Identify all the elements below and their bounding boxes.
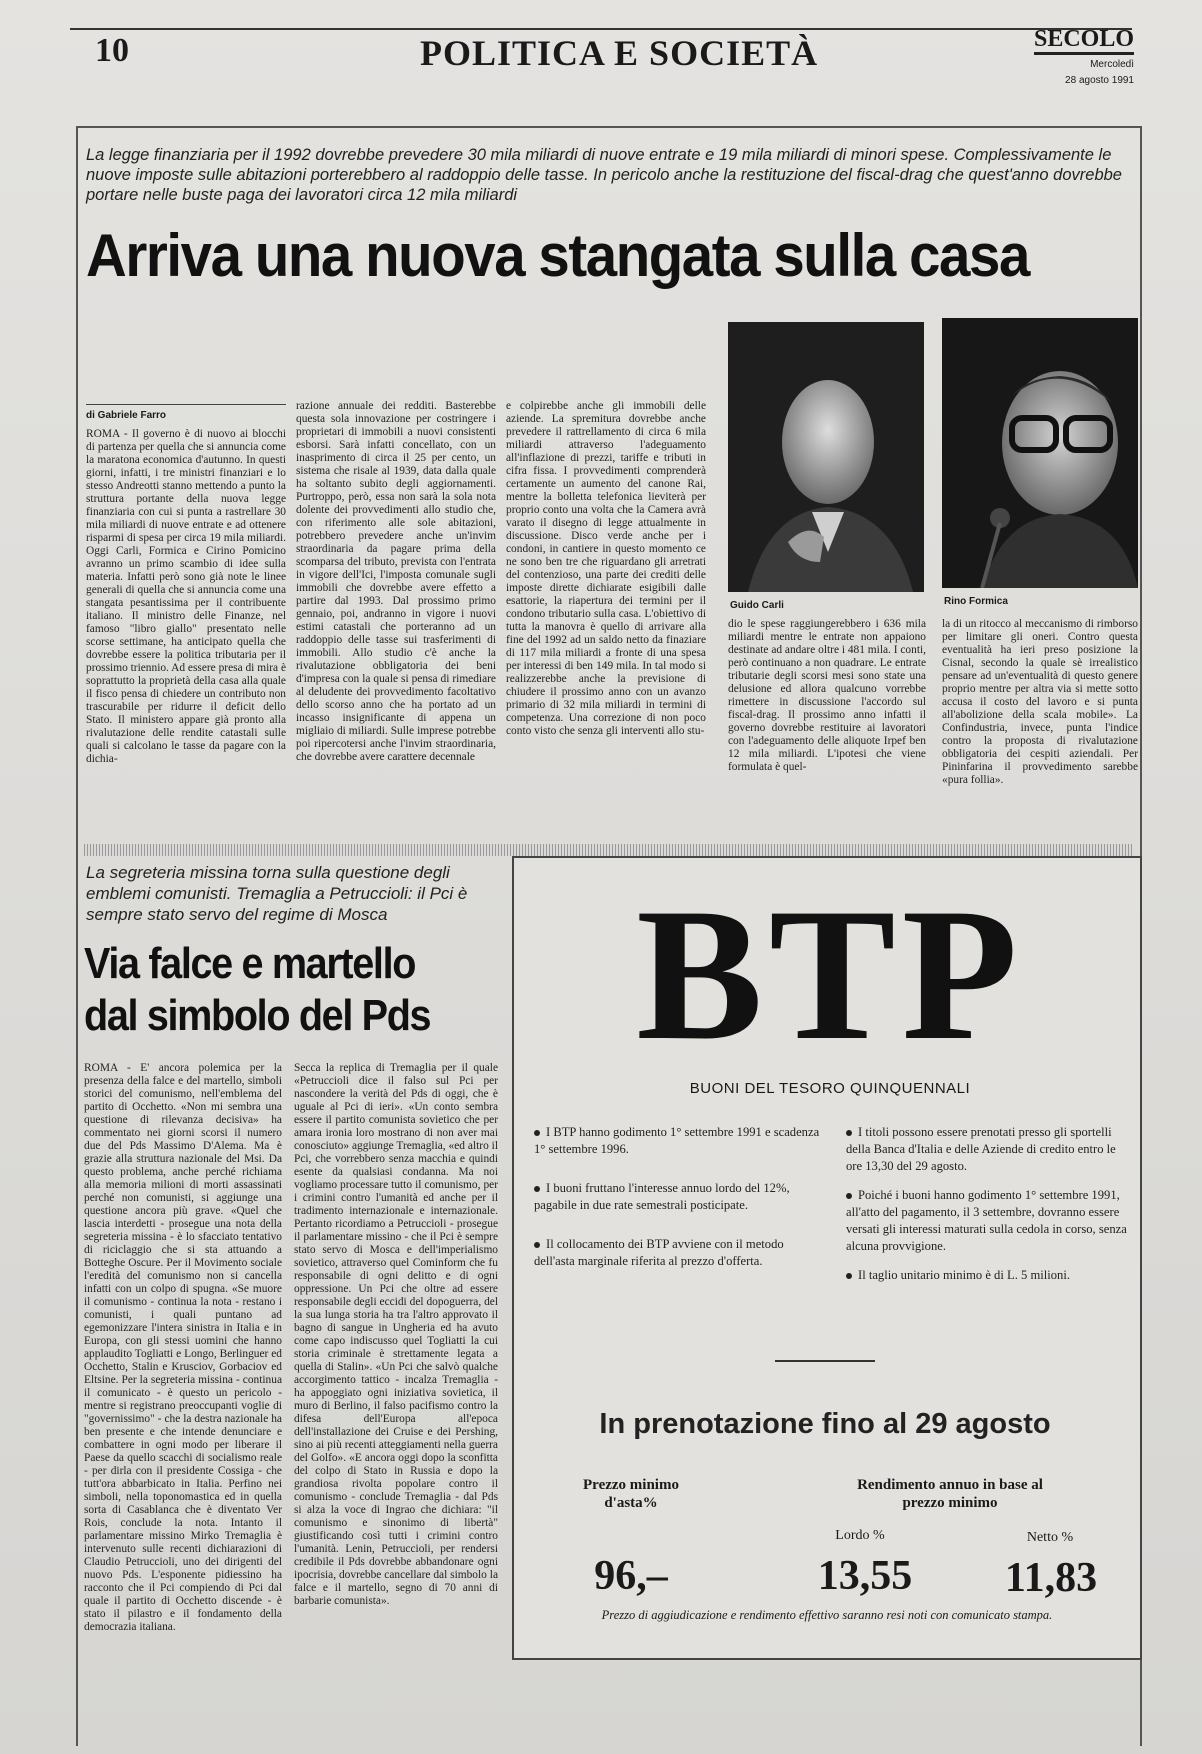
section-separator xyxy=(84,844,1132,856)
logo-text: SECOLO xyxy=(1034,26,1134,55)
gross-yield-value: 13,55 xyxy=(817,1553,913,1599)
bullet-icon xyxy=(846,1130,852,1136)
btp-item: I BTP hanno godimento 1° settembre 1991 e scadenza 1° settembre 1996. xyxy=(534,1125,820,1156)
ad-divider xyxy=(775,1360,875,1362)
photo1-caption: Guido Carli xyxy=(730,600,784,611)
article1-headline: Arriva una nuova stangata sulla casa xyxy=(86,222,1029,289)
btp-item: I buoni fruttano l'interesse annuo lordo del 12%, pagabile in due rate semestrali posticipate. xyxy=(534,1181,790,1212)
article1-kicker: La legge finanziaria per il 1992 dovrebbe prevedere 30 mila miliardi di nuove entrate e 19 mila miliardi di minori spese. Complessivamente le nuove imposte sulle abitazioni porterebbero al raddoppio delle tasse. In pericolo anche la restituzione del fiscal-drag che quest'anno dovrebbe portare nelle buste paga dei lavoratori circa 12 mila miliardi xyxy=(86,146,1122,204)
gross-label: Lordo % xyxy=(835,1528,885,1543)
btp-item: I titoli possono essere prenotati presso gli sportelli della Banca d'Italia e delle Aziende di credito entro le ore 13,30 del 29 agosto. xyxy=(846,1125,1116,1173)
btp-item: Il collocamento dei BTP avviene con il metodo dell'asta marginale riferita al prezzo d'offerta. xyxy=(534,1237,784,1268)
portrait-carli-image xyxy=(728,322,924,592)
btp-subtitle: BUONI DEL TESORO QUINQUENNALI xyxy=(689,1080,971,1097)
article2-headline: Via falce e martello dal simbolo del Pds xyxy=(84,939,431,1040)
btp-title: BTP xyxy=(636,870,1024,1080)
bullet-icon xyxy=(534,1130,540,1136)
booking-deadline: In prenotazione fino al 29 agosto xyxy=(599,1408,1051,1440)
article2-column-2: Secca la replica di Tremaglia per il quale «Petruccioli dice il falso sul Pci per nascondere la verità del Pds di oggi, che è uguale al Pci di ieri». «Un conto sembra essere il partito comunista sovietico che per amara ironia loro mostrano di non aver mai conosciuto» aggiunge Tremaglia, «ed altro il Pci, che vorrebbero senza macchia e quindi esente da qualsiasi condanna. Ma noi vogliamo processare tutto il comunismo, per i crimini contro l'umanità ed anche per il tradimento internazionale e internazionale. Pertanto ricordiamo a Petruccioli - prosegue il parlamentare missino - che il Pci è sempre stato servo di Mosca e dell'imperialismo sovietico, attraverso quel Cominform che fu responsabile di ogni delitto e di ogni oppressione. Un Pci che oltre ad essere responsabile degli eccidi del dopoguerra, del la sua lunga storia ha tra l'altro approvato il bagno di sangue in Ungheria ed ha avuto come capo indiscusso quel Togliatti la cui storia criminale è strettamente legata a quella di Stalin». «Un Pci che salvò qualche accorgimento tattico - incalza Tremaglia - ha appoggiato ogni iniziativa sovietica, il muro di Berlino, il falso pacifismo contro la difesa dell'Europa all'epoca dell'installazione dei Cruise e dei Pershing, sino ai più recenti atteggiamenti nella guerra del Golfo». «E ancora oggi dopo la sconfitta del colpo di Stato in Russia e dopo la grandiosa rivolta popolare contro il comunismo - conclude Tremaglia - dal Pds si alza la voce di Ingrao che dichiara: "il comunismo e sinonimo di libertà" giustificando così tutti i crimini contro l'umanità. Lenin, Petruccioli, per rendersi credibile il Pds dovrebbe abbandonare ogni ipocrisia, dovrebbe cancellare dal simbolo la falce e il martello, segno di 70 anni di barbarie comunista». xyxy=(294,1062,498,1607)
btp-item: Il taglio unitario minimo è di L. 5 milioni. xyxy=(846,1267,1130,1284)
byline-rule xyxy=(86,404,286,405)
article1-column-3: e colpirebbe anche gli immobili delle aziende. La spremitura dovrebbe anche prevedere il rattrellamento di circa 6 mila miliardi attraverso l'adeguamento all'inflazione di prezzi, tariffe e tributi in cifra fissa. I provvedimenti comprenderà certamente un aumento del canone Rai, mentre la bolletta telefonica lieviterà per proprio conto una volta che la Camera avrà varato il disegno di legge attualmente in discussione. Disco verde anche per i condoni, in cantiere in questo momento ce ne sono ben tre che riguardano gli arretrati del contenzioso, una parte dei crediti delle imposte dirette dichiarate esigibili dalle esattorie, la riapertura dei termini per il condono tributario sulla casa. L'obiettivo di tutta la manovra è quello di arrivare alla fine del 1992 ad un saldo netto da finaziare di 117 mila miliardi a fronte di una spesa per interessi di ben 149 mila. In tal modo si realizzerebbe anche la previsione di chiudere il prossimo anno con un avanzo primario di 32 mila miliardi in termini di competenza. Una correzione di non poco conto visto che senza gli interventi allo stu- xyxy=(506,400,706,737)
article2-column-1: ROMA - E' ancora polemica per la presenza della falce e del martello, simboli storici del comunismo, nell'emblema del partito di Occhetto. «Non mi sembra una questione di rilevanza decisiva» ha commentato nei giorni scorsi il numero due del Pds Massimo D'Alema. Ma è grazie alla struttura nazionale del Msi. Da questo problema, anche perché richiama alla memoria milioni di morti assassinati perché non comunisti, si aggiunge una questione ancora più grave. «Quel che lascia interdetti - prosegue una nota della segreteria missina - è lo sfacciato tentativo di riciclaggio che si sta attuando a Botteghe Oscure. Per il Movimento sociale l'eredità del comunismo non si cancella infatti con un colpo di spugna. «Se muore il comunismo - continua la nota - restano i comunisti, i quali puntano ad egemonizzare l'intera sinistra in Italia e in Europa, con gli stessi uomini che hanno applaudito Togliatti e Longo, Berlinguer ed Occhetto, Stalin e Krusciov, Gorbaciov ed Eltsine. Per la segreteria missina - continua il comunicato - è questo un pericolo - mentre si registrano preoccupanti voglie di "governissimo" - che la destra nazionale ha ben presente e che intende denunciare e combattere in ogni modo per liberare il Paese da quello scacchi di socialismo reale - per dirla con il presidente Cossiga - che tutt'ora abbarbicato in Italia. Perfino nei simboli, nella toponomastica ed in quella sorta di Casablanca che è diventato Ver Rois, conclude la nota. Intanto il parlamentare missino Mirko Tremaglia è intervenuto sulle recenti dichiarazioni di Claudio Petruccioli, uno dei dirigenti del nuovo Pds. L'esponente pidiessino ha racconto che il Pci compiendo di Pci dal quale il partito di Occhetto discende - è stato il pilastro e il fondamento della democrazia italiana. xyxy=(84,1062,282,1633)
bullet-icon xyxy=(846,1193,852,1199)
bullet-icon xyxy=(534,1242,540,1248)
btp-right-list xyxy=(846,1124,1130,1284)
price-value: 96,– xyxy=(594,1553,668,1599)
header-rule xyxy=(70,28,1132,30)
photo2-caption: Rino Formica xyxy=(944,596,1008,607)
page-number: 10 xyxy=(95,32,129,69)
newspaper-logo xyxy=(1030,26,1134,87)
bullet-icon xyxy=(534,1186,540,1192)
btp-left-list xyxy=(534,1124,820,1270)
photo-guido-carli xyxy=(728,322,924,592)
btp-item: Poiché i buoni hanno godimento 1° settembre 1991, all'atto del pagamento, il 3 settembre, dovranno essere versati gli interessi maturati sulla cedola in corso, senza alcuna provvigione. xyxy=(846,1188,1127,1253)
article1-column-2: razione annuale dei redditi. Basterebbe questa sola innovazione per costringere i proprietari di immobili a nuovi consistenti esborsi. Sarà infatti concellato, con un inasprimento di circa il 25 per cento, un sistema che risale al 1939, data dalla quale ha soltanto subito degli aggiornamenti. Purtroppo, però, essa non sarà la sola nota dolente dei provvedimenti allo studio che, con riferimento alle sole abitazioni, potrebbero prevedere anche un'invim straordinaria da pagare prima della scomparsa del tributo, prevista con l'entrata in vigore dell'Ici, l'imposta comunale sugli immobili che dovrebbe avere effetto a partire dal 1993. Dal prossimo primo gennaio, poi, andranno in vigore i nuovi estimi catastali che porteranno ad un raddoppio delle tasse sui trasferimenti di immobili. Allo studio c'è anche la rivalutazione obbligatoria dei beni d'impresa con la quale si pensa di rimediare al deludente dei provvedimento facoltativo dello scorso anno che ha portato ad un incasso insignificante di appena un migliaio di miliardi. Sulle imprese potrebbe poi ripercotersi anche l'invim straordinaria, che dovrebbe avere carattere decennale xyxy=(296,400,496,763)
article1-column-4: dio le spese raggiungerebbero i 636 mila miliardi mentre le entrate non appaiono destinate ad andare oltre i 481 mila. I conti, però continuano a non quadrare. Le entrate tributarie degli scorsi mesi sono state una delusione ed allora qualcuno vorrebbe rimettere in discussione l'accordo sul fiscal-drag. Il prossimo anno infatti il governo dovrebbe restituire ai lavoratori con l'adeguamento delle aliquote Irpef ben 12 mila miliardi. L'ipotesi che viene formulata è quel- xyxy=(728,618,926,773)
article2-kicker: La segreteria missina torna sulla questione degli emblemi comunisti. Tremaglia a Petruccioli: il Pci è sempre stato servo del regime di Mosca xyxy=(86,863,468,924)
portrait-formica-image xyxy=(942,318,1138,588)
yield-label: Rendimento annuo in base al prezzo minimo xyxy=(857,1477,1043,1511)
price-label: Prezzo minimo d'asta% xyxy=(583,1477,679,1511)
frame-left-rule xyxy=(76,126,78,1746)
net-yield-value: 11,83 xyxy=(1004,1555,1098,1601)
issue-day: Mercoledì xyxy=(1090,59,1134,70)
bullet-icon xyxy=(846,1273,852,1279)
article1-byline: di Gabriele Farro xyxy=(86,410,167,421)
article1-column-1: ROMA - Il governo è di nuovo ai blocchi di partenza per quella che si annuncia come la maratona economica d'autunno. In questi giorni, infatti, i tre ministri finanziari e lo stesso Andreotti stanno mettendo a punto la struttura portante della nuova legge finanziaria con cui si punta a rastrellare 30 mila miliardi di nuove entrate e ad ottenere risparmi di spesa per circa 19 mila miliardi. Oggi Carli, Formica e Cirino Pomicino avranno un primo scambio di idee sulla materia. Infatti però sono già note le linee generali di quella che si annuncia come una stangata pesantissima per il contribuente italiano. Il ministro delle Finanze, nel famoso "libro giallo" presentato nelle scorse settimane, ha anticipato quella che dovrebbe essere la politica tributaria per il prossimo triennio. Ad essere presa di mira è soprattutto la proprietà della casa alla quale il fisco pensa di chiedere un contributo non trascurabile per ridurre il deficit dello Stato. Il ministero appare già pronto alla rivalutazione delle rendite catastali sulle quali si calcolano le tasse da pagare con la dichia- xyxy=(86,428,286,765)
article1-column-5: la di un ritocco al meccanismo di rimborso per limitare gli oneri. Contro questa eventualità ha ieri preso posizione la Cisnal, secondo la quale sè irrealistico pensare ad un'eventualità di questo genere proprio mentre per altra via si mette sotto accusa il costo del lavoro e si punta all'abolizione della scala mobile». La Confindustria, invece, punta l'indice contro la proposta di rivalutazione obbligatoria dei cespiti aziendali. Per Pininfarina il provvedimento sarebbe «pura follia». xyxy=(942,618,1138,786)
net-label: Netto % xyxy=(1026,1530,1074,1545)
issue-date: 28 agosto 1991 xyxy=(1065,75,1134,86)
ad-footnote: Prezzo di aggiudicazione e rendimento effettivo saranno resi noti con comunicato stampa. xyxy=(601,1608,1053,1622)
section-title: POLITICA E SOCIETÀ xyxy=(420,33,819,73)
photo-rino-formica xyxy=(942,318,1138,588)
